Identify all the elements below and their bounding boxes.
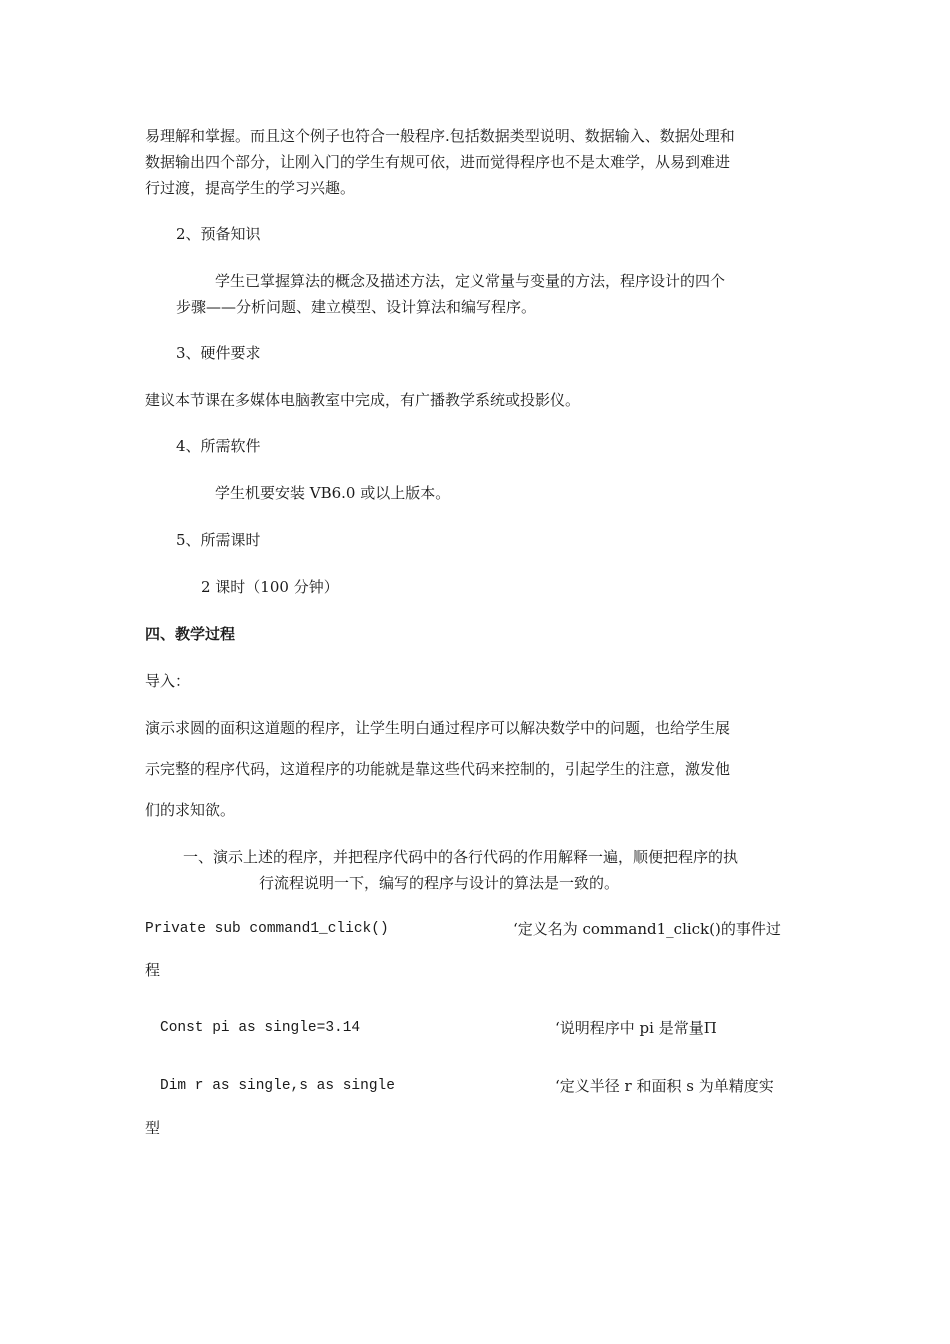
code-comment-1-wrap: 程 [145,961,161,979]
code-comment-3-wrap: 型 [145,1119,161,1137]
code-comment-1: ‘定义名为 command1_click()的事件过 [513,920,781,938]
section-3-heading: 3、硬件要求 [176,344,261,362]
lesson-para-line-3: 们的求知欲。 [145,801,236,819]
section-2-line-1: 学生已掌握算法的概念及描述方法，定义常量与变量的方法，程序设计的四个 [215,272,726,290]
section-2-heading: 2、预备知识 [176,225,261,243]
intro-line-3: 行过渡，提高学生的学习兴趣。 [145,179,356,197]
code-line-3: Dim r as single,s as single [160,1078,395,1094]
code-line-1: Private sub command1_click() [145,921,389,937]
code-line-2: Const pi as single=3.14 [160,1020,361,1036]
step-1-line-1: 一、演示上述的程序，并把程序代码中的各行代码的作用解释一遍，顺便把程序的执 [183,848,739,866]
part-4-heading: 四、教学过程 [145,625,236,643]
code-comment-3: ‘定义半径 r 和面积 s 为单精度实 [555,1077,774,1095]
step-1-line-2: 行流程说明一下，编写的程序与设计的算法是一致的。 [259,874,620,892]
section-4-text: 学生机要安装 VB6.0 或以上版本。 [215,484,451,502]
intro-line-1: 易理解和掌握。而且这个例子也符合一般程序.包括数据类型说明、数据输入、数据处理和 [145,127,735,145]
lesson-para-line-1: 演示求圆的面积这道题的程序，让学生明白通过程序可以解决数学中的问题，也给学生展 [145,719,731,737]
section-4-heading: 4、所需软件 [176,437,261,455]
intro-line-2: 数据输出四个部分，让刚入门的学生有规可依，进而觉得程序也不是太难学，从易到难进 [145,153,731,171]
intro-label: 导入： [145,672,191,690]
lesson-para-line-2: 示完整的程序代码，这道程序的功能就是靠这些代码来控制的，引起学生的注意，激发他 [145,760,731,778]
code-comment-2: ‘说明程序中 pi 是常量Π [555,1019,717,1037]
section-5-text: 2 课时（100 分钟） [201,578,339,596]
section-5-heading: 5、所需课时 [176,531,261,549]
section-3-text: 建议本节课在多媒体电脑教室中完成，有广播教学系统或投影仪。 [145,391,581,409]
section-2-line-2: 步骤——分析问题、建立模型、设计算法和编写程序。 [176,298,537,316]
